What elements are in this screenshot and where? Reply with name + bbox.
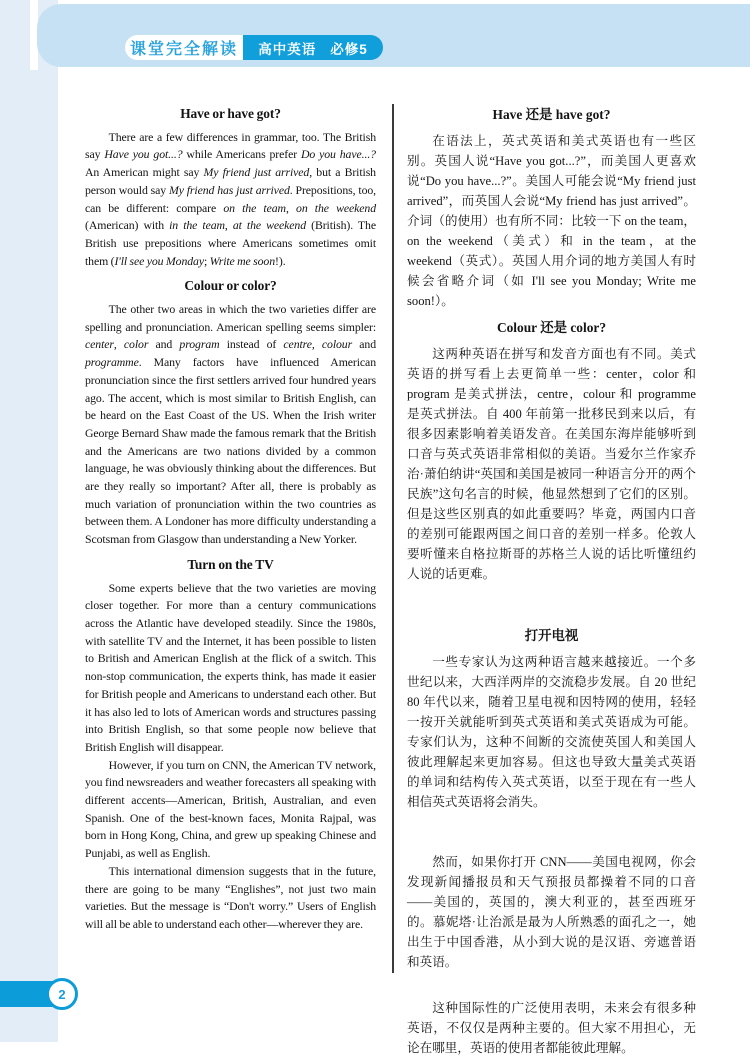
plain-text: and — [148, 337, 180, 352]
english-column — [85, 98, 376, 934]
italic-text: in the team — [169, 218, 225, 233]
italic-text: on the team — [223, 200, 286, 215]
page-number-badge — [46, 978, 78, 1010]
italic-text: I'll see you Monday — [114, 253, 204, 268]
section-heading: Colour or color? — [184, 278, 277, 294]
italic-text: Write me soon — [209, 253, 276, 268]
header-band — [37, 4, 750, 67]
plain-text: The other two areas in which the two varieties differ are spelling and pronunciation. American spelling seems simpler: — [85, 302, 376, 334]
italic-text: My friend has just arrived — [168, 182, 290, 197]
plain-text: , — [113, 337, 124, 352]
left-section-2 — [85, 277, 376, 549]
section-heading: 打开电视 — [524, 628, 579, 643]
plain-text: instead of — [219, 337, 284, 352]
plain-text: ; — [203, 253, 210, 268]
plain-text: (American) with — [85, 218, 170, 233]
left-section-3 — [85, 556, 376, 934]
paragraph: 在语法上，英式英语和美式英语也有一些区别。英国人说“Have you got...?”，而美国人更喜欢说“Do you have...?”。美国人可能会说“My friend just arrived”，而英国人会说“My friend has just arrived”。介词（的使用）也有所不同：比较一下 on the team，on the weekend（美式）和 in the team，at the weekend（英式）。英国人用介词的地方美国人有时候会省略介词（如 I'll see you Monday; Write me soon!）。 — [407, 134, 696, 308]
plain-text: , but a British person would say — [85, 165, 376, 197]
section-heading: Have or have got? — [180, 106, 281, 121]
plain-text: There are a few differences in grammar, too. The British say — [85, 129, 376, 162]
plain-text: , — [224, 218, 233, 233]
plain-text: while Americans prefer — [182, 147, 301, 162]
plain-text: and — [352, 337, 376, 352]
left-section-1 — [85, 105, 376, 270]
paragraph: However, if you turn on CNN, the American TV network, you find newsreaders and weather forecasters all speaking with different accents—American, British, Australian, and even Spanish. One of the best-known faces, Monita Rajpal, was born in Hong Kong, China, and grew up speaking Chinese and Punjabi, as well as English. — [85, 757, 376, 861]
paragraph — [85, 129, 376, 271]
italic-text: programme — [85, 355, 139, 370]
series-title-pill — [125, 35, 243, 60]
subject-pill — [243, 35, 383, 60]
italic-text: at the weekend — [232, 218, 307, 233]
subject-label: 高中英语 — [258, 41, 317, 57]
right-section-3 — [407, 626, 696, 1058]
paragraph: 一些专家认为这两种语言越来越接近。一个多世纪以来，大西洋两岸的交流稳步发展。自 20 世纪 80 年代以来，随着卫星电视和因特网的使用，轻轻一按开关就能听到英式英语和美式英语成为可能。专家们认为，这种不间断的交流使英国人和美国人彼此理解起来更加容易。但这也导致大量美式英语的单词和结构传入英式英语，以至于现在有一些人相信英式英语将会消失。 — [407, 655, 696, 809]
paragraph: 这两种英语在拼写和发音方面也有不同。美式英语的拼写看上去更简单一些：center，color 和 program 是美式拼法，centre，colour 和 programme 是英式拼法。自 400 年前第一批移民到来以后，有很多因素影响着美语发音。在美国东海岸能够听到口音与英式英语非常相似的美语。当爱尔兰作家乔治·萧伯纳讲“英国和美国是被同一种语言分开的两个民族”这句名言的时候，他显然想到了它们的区别。但是这些区别真的如此重要吗？毕竟，两国内口音的差别可能跟两国之间口音的差别一样多。伦敦人要听懂来自格拉斯哥的苏格兰人说的话比听懂纽约人说的话更难。 — [407, 347, 696, 581]
paragraph: 然而，如果你打开 CNN——美国电视网，你会发现新闻播报员和天气预报员都操着不同的口音——美国的，英国的，澳大利亚的，甚至西班牙的。慕妮塔·让治派是最为人所熟悉的面孔之一，她出生于中国香港，从小到大说的是汉语、旁遮普语和英语。 — [407, 855, 696, 969]
italic-text: colour — [321, 337, 353, 352]
plain-text: , — [285, 200, 297, 215]
italic-text: on the weekend — [296, 200, 377, 215]
series-title-label: 课堂完全解读 — [129, 41, 238, 58]
italic-text: Do you have...? — [300, 147, 376, 162]
plain-text: (British). The British use prepositions where Americans sometimes omit them ( — [85, 218, 376, 268]
plain-text: !). — [275, 253, 286, 268]
right-section-2 — [407, 318, 696, 584]
italic-text: program — [179, 337, 220, 352]
section-heading: Colour 还是 color? — [496, 320, 607, 335]
paragraph: This international dimension suggests that in the future, there are going to be many “Englishes”, not just two main varieties. But the message is “Don't worry.” Users of English will all be able to understand each other—wherever they are. — [85, 863, 376, 931]
page-number: 2 — [58, 986, 66, 1002]
plain-text: An American might say — [85, 165, 204, 180]
plain-text: , — [311, 337, 322, 352]
column-divider — [392, 104, 394, 973]
plain-text: . Prepositions, too, can be different: compare — [85, 182, 377, 215]
paragraph — [85, 301, 376, 549]
italic-text: My friend just arrived — [203, 165, 310, 180]
paragraph: 这种国际性的广泛使用表明，未来会有很多种英语，不仅仅是两种主要的。但大家不用担心，无论在哪里，英语的使用者都能彼此理解。 — [407, 1001, 696, 1055]
italic-text: centre — [283, 337, 312, 352]
italic-text: color — [123, 337, 149, 352]
chinese-column — [407, 98, 696, 1058]
right-section-1 — [407, 105, 696, 311]
section-heading: Have 还是 have got? — [492, 107, 611, 122]
left-margin-strip — [0, 0, 58, 1042]
section-heading: Turn on the TV — [187, 556, 274, 572]
italic-text: center — [85, 337, 114, 352]
italic-text: Have you got...? — [104, 147, 183, 162]
paragraph: Some experts believe that the two varieties are moving closer together. For more than a century communications across the Atlantic have developed steadily. Since the 1980s, with satellite TV and the Internet, it has been possible to listen to British and American English at the flick of a switch. This non-stop communication, the experts think, has made it easier for British people and Americans to understand each other. But it has also led to lots of American words and structures passing into British English, so that some people now believe that British English will disappear. — [85, 580, 376, 754]
book-label: 必修5 — [330, 41, 368, 57]
plain-text: . Many factors have influenced American pronunciation since the first settlers arrived four hundred years ago. The accent, which is most similar to British English, can be heard on the East Coast of the US. When the Irish writer George Bernard Shaw made the famous remark that the British and the Americans are two nations divided by a common language, he was obviously thinking about the differences. But are they really so important? After all, there is probably as much variation of pronunciation within the two countries as between them. A Londoner has more difficulty understanding a Scotsman from Glasgow than understanding a New Yorker. — [85, 355, 376, 547]
